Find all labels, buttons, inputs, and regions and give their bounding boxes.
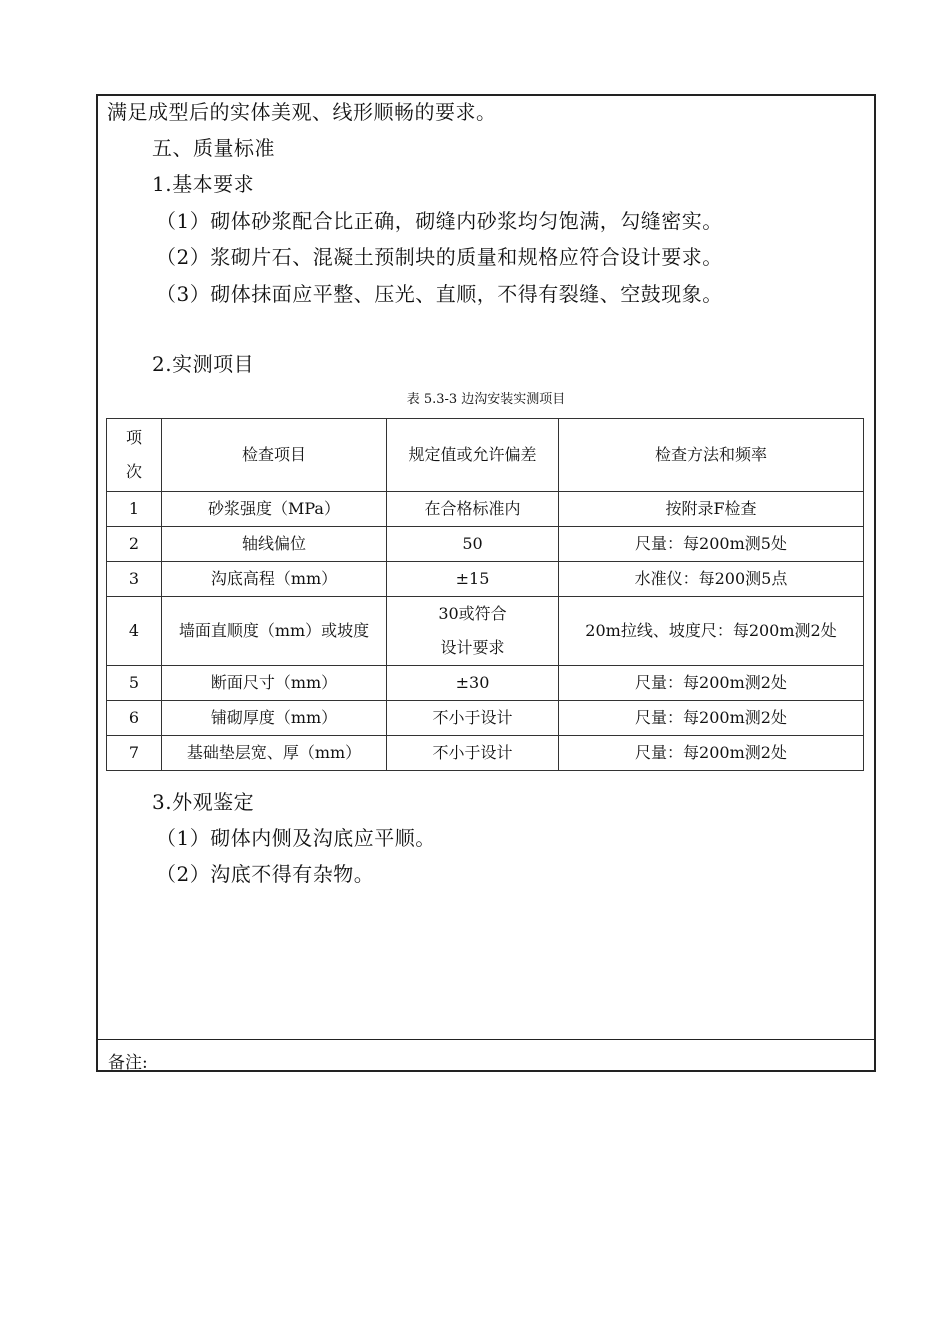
basic-item-1: （1）砌体砂浆配合比正确，砌缝内砂浆均匀饱满，勾缝密实。 bbox=[156, 209, 723, 233]
cell-no: 7 bbox=[107, 736, 162, 771]
table-row bbox=[107, 666, 864, 701]
cell-no: 4 bbox=[107, 597, 162, 666]
cell-no: 5 bbox=[107, 666, 162, 701]
cell-tolerance: 在合格标准内 bbox=[387, 492, 559, 527]
cell-item: 基础垫层宽、厚（mm） bbox=[162, 736, 387, 771]
cell-tolerance: ±15 bbox=[387, 562, 559, 597]
cell-method: 尺量：每200m测2处 bbox=[559, 736, 864, 771]
header-item: 检查项目 bbox=[162, 419, 387, 492]
cell-no: 6 bbox=[107, 701, 162, 736]
header-method: 检查方法和频率 bbox=[559, 419, 864, 492]
basic-heading: 1.基本要求 bbox=[152, 172, 255, 196]
appearance-item-1: （1）砌体内侧及沟底应平顺。 bbox=[156, 826, 436, 850]
cell-item: 墙面直顺度（mm）或坡度 bbox=[162, 597, 387, 666]
table-row bbox=[107, 562, 864, 597]
header-no-bottom: 次 bbox=[125, 462, 142, 481]
cell-no: 1 bbox=[107, 492, 162, 527]
table-row bbox=[107, 527, 864, 562]
table-header-row bbox=[107, 419, 864, 492]
cell-tolerance bbox=[387, 597, 559, 666]
spec-table bbox=[106, 418, 864, 771]
basic-item-2: （2）浆砌片石、混凝土预制块的质量和规格应符合设计要求。 bbox=[156, 245, 723, 269]
table-row bbox=[107, 492, 864, 527]
cell-tolerance: 不小于设计 bbox=[387, 701, 559, 736]
table-row bbox=[107, 701, 864, 736]
cell-tolerance: 50 bbox=[387, 527, 559, 562]
cell-method: 20m拉线、坡度尺：每200m测2处 bbox=[559, 597, 864, 666]
cell-method: 尺量：每200m测5处 bbox=[559, 527, 864, 562]
cell-item: 沟底高程（mm） bbox=[162, 562, 387, 597]
remark-divider bbox=[98, 1039, 874, 1040]
document-frame bbox=[96, 94, 876, 1072]
cell-item: 轴线偏位 bbox=[162, 527, 387, 562]
measure-heading: 2.实测项目 bbox=[152, 352, 255, 376]
remark-label: 备注: bbox=[108, 1053, 148, 1073]
cell-method: 按附录F检查 bbox=[559, 492, 864, 527]
cell-no: 2 bbox=[107, 527, 162, 562]
appearance-heading: 3.外观鉴定 bbox=[152, 790, 255, 814]
appearance-item-2: （2）沟底不得有杂物。 bbox=[156, 862, 375, 886]
cell-method: 水准仪：每200测5点 bbox=[559, 562, 864, 597]
header-no bbox=[107, 419, 162, 492]
cell-method: 尺量：每200m测2处 bbox=[559, 666, 864, 701]
table-row bbox=[107, 736, 864, 771]
section-title: 五、质量标准 bbox=[152, 136, 275, 160]
cell-tolerance: ±30 bbox=[387, 666, 559, 701]
cell-tolerance-line-2: 设计要求 bbox=[440, 638, 505, 657]
intro-line: 满足成型后的实体美观、线形顺畅的要求。 bbox=[107, 100, 497, 124]
cell-no: 3 bbox=[107, 562, 162, 597]
table-caption: 表 5.3-3 边沟安装实测项目 bbox=[406, 392, 566, 407]
cell-tolerance: 不小于设计 bbox=[387, 736, 559, 771]
cell-item: 断面尺寸（mm） bbox=[162, 666, 387, 701]
cell-tolerance-line-1: 30或符合 bbox=[438, 604, 507, 623]
table-row bbox=[107, 597, 864, 666]
header-tolerance: 规定值或允许偏差 bbox=[387, 419, 559, 492]
cell-item: 铺砌厚度（mm） bbox=[162, 701, 387, 736]
basic-item-3: （3）砌体抹面应平整、压光、直顺，不得有裂缝、空鼓现象。 bbox=[156, 282, 723, 306]
header-no-top: 项 bbox=[125, 428, 142, 447]
cell-item: 砂浆强度（MPa） bbox=[162, 492, 387, 527]
cell-method: 尺量：每200m测2处 bbox=[559, 701, 864, 736]
